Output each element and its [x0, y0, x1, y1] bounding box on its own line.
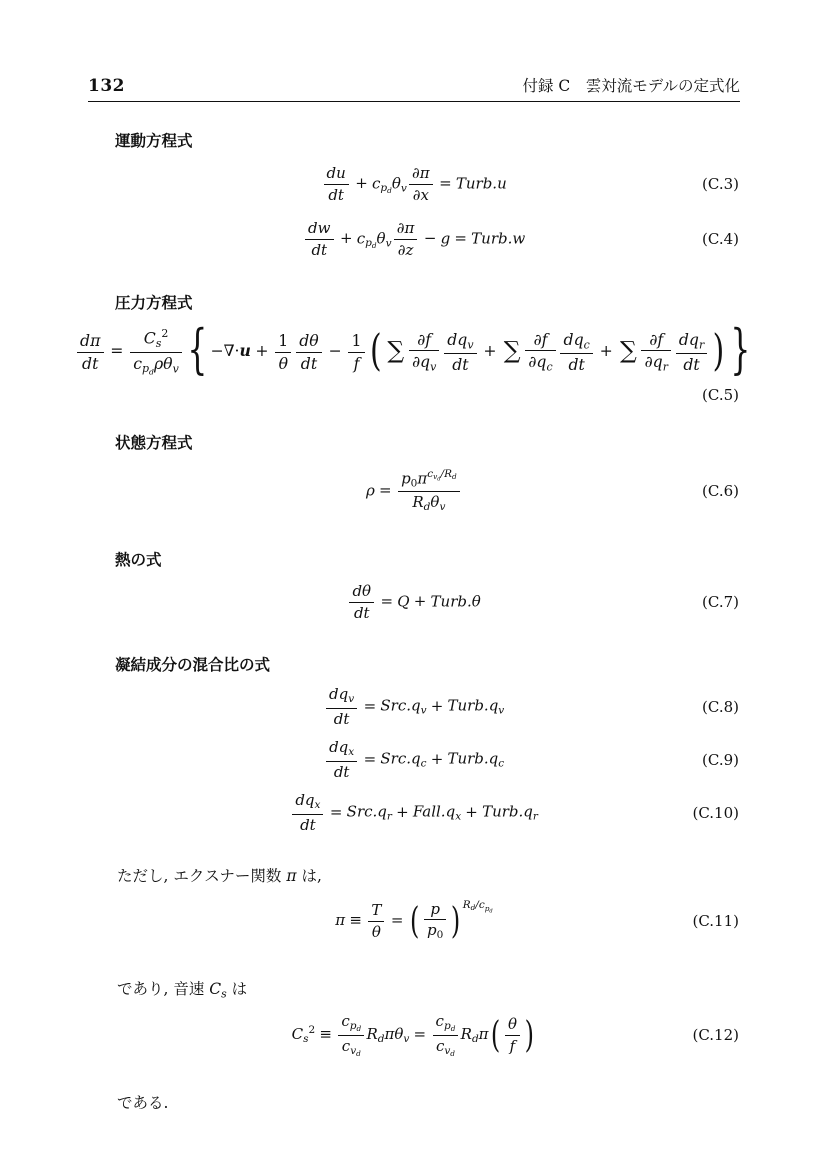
equation [88, 214, 740, 264]
equation-math: $C_s^2$ ≡ $\frac{c_{p_d}}{c_{v_d}}$ $R_d\pi\theta_v$ = $\frac{c_{p_d}}{c_{v_d}}$ $R_d\pi$( $\frac{\theta}{f}$ ) [291, 1012, 534, 1059]
equation-label: (C.7) [702, 593, 739, 611]
equation-math: ρ = $\frac{p_0\pi^{c_{v_d}/R_d}}{R_d\theta_v}$ [366, 468, 462, 515]
equation-label: (C.11) [692, 912, 739, 930]
equation [88, 789, 740, 837]
section-heading: 圧力方程式 [115, 295, 193, 312]
equation-math: $\frac{dw}{dt}$ + $c_{p_d}\theta_v$ $\frac{\partial\pi}{\partial z}$ − g = Turb.w [303, 219, 525, 260]
equation-label: (C.8) [702, 698, 739, 716]
equation [88, 159, 740, 209]
equation [88, 683, 740, 731]
equation [88, 578, 740, 626]
section-heading: 状態方程式 [115, 435, 193, 452]
equation-label: (C.12) [692, 1026, 739, 1045]
equation-label: (C.10) [692, 804, 739, 822]
page-number: 132 [88, 76, 125, 96]
equation-math: $\frac{d\pi}{dt}$ = $\frac{C_s^2}{c_{p_d}\rho\theta_v}$ { −∇·u + $\frac{1}{\theta}$ $\frac{d\theta}{dt}$ − $\frac{1}{f}$ ( ∑ $\frac{\partial f}{\partial q_v}$ $\frac{dq_v}{dt}$ + ∑ $\frac{\partial f}{\partial q_c}$ $\frac{dq_c}{dt}$ + ∑ $\frac{\partial f}{\partial q_r}$ $\frac{dq_r}{dt}$ ) } [75, 327, 754, 377]
equation-label: (C.9) [702, 751, 739, 769]
equation [80, 320, 751, 383]
page-header [88, 74, 740, 102]
equation [88, 461, 740, 521]
section-heading: 熱の式 [115, 552, 162, 569]
equation-label: (C.6) [702, 482, 739, 500]
equation [88, 892, 740, 950]
paragraph: である. [117, 1094, 169, 1113]
equation-math: $\frac{dq_v}{dt}$ = $Src.q_v$ + $Turb.q_v$ [324, 685, 504, 728]
page-content [80, 74, 751, 1119]
equation-math: $\frac{du}{dt}$ + $c_{p_d}\theta_v$ $\frac{\partial\pi}{\partial x}$ = Turb.u [321, 164, 506, 205]
section-heading: 凝結成分の混合比の式 [115, 657, 271, 674]
equation-math: $\frac{dq_x}{dt}$ = $Src.q_r$ + $Fall.q_x$ + $Turb.q_r$ [290, 791, 538, 834]
content-blocks [80, 129, 751, 1113]
equation-label: (C.4) [702, 230, 739, 248]
header-chapter-title: 付録 C 雲対流モデルの定式化 [522, 77, 740, 95]
paragraph: であり, 音速 $C_s$ は [117, 980, 248, 1001]
equation [88, 1006, 740, 1064]
equation-math: π ≡ $\frac{T}{\theta}$ = ( $\frac{p}{p_0}$ ) $^{R_d/c_{p_d}}$ [335, 899, 493, 943]
equation-label: (C.5) [702, 386, 739, 404]
equation [88, 736, 740, 784]
section-heading: 運動方程式 [115, 133, 193, 150]
equation-math: $\frac{d\theta}{dt}$ = Q + Turb.θ [347, 582, 481, 623]
paragraph: ただし, エクスナー関数 π は, [117, 867, 322, 885]
equation-math: $\frac{dq_x}{dt}$ = $Src.q_c$ + $Turb.q_c$ [324, 738, 504, 781]
equation-label: (C.3) [702, 175, 739, 193]
